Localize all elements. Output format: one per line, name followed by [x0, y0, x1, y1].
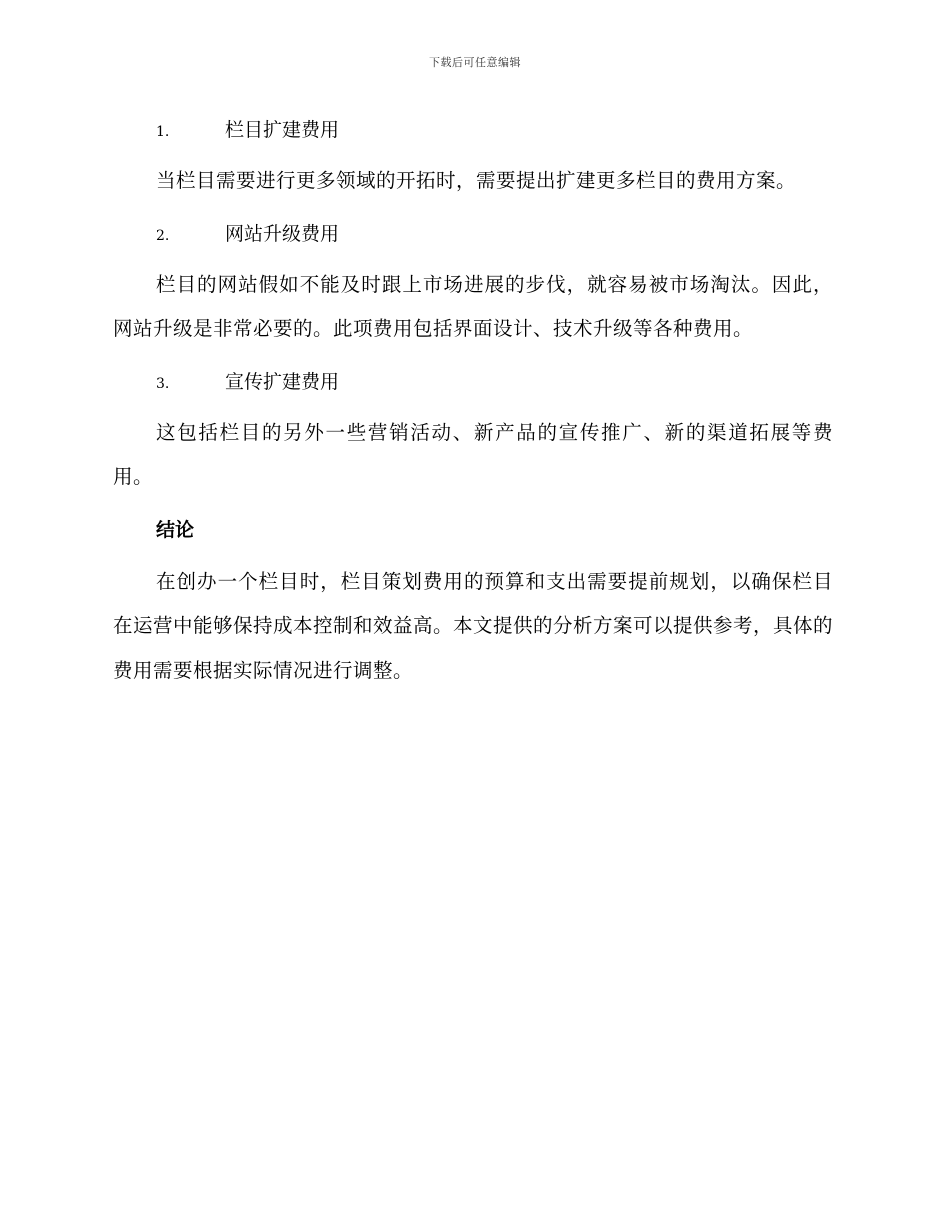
- paragraph: 这包括栏目的另外一些营销活动、新产品的宣传推广、新的渠道拓展等费用。: [113, 420, 833, 488]
- list-item-heading: [113, 112, 833, 148]
- list-item-title: 栏目扩建费用: [225, 119, 340, 141]
- list-item-heading: [113, 216, 833, 252]
- paragraph: 栏目的网站假如不能及时跟上市场进展的步伐，就容易被市场淘汰。因此，网站升级是非常必要的。此项费用包括界面设计、技术升级等各种费用。: [113, 272, 833, 340]
- list-item-title: 网站升级费用: [225, 222, 340, 245]
- list-item-number: 1.: [156, 124, 170, 140]
- conclusion-title: 结论: [156, 518, 195, 541]
- list-item-title: 宣传扩建费用: [225, 370, 340, 393]
- document-body: [113, 112, 833, 705]
- list-item-heading: [113, 364, 833, 400]
- list-item-number: 3.: [156, 375, 170, 392]
- page-header: 下载后可任意编辑: [429, 56, 521, 69]
- conclusion-paragraph: 在创办一个栏目时，栏目策划费用的预算和支出需要提前规划，以确保栏目在运营中能够保持成本控制和效益高。本文提供的分析方案可以提供参考，具体的费用需要根据实际情况进行调整。: [113, 569, 834, 682]
- paragraph: 当栏目需要进行更多领域的开拓时，需要提出扩建更多栏目的费用方案。: [156, 169, 797, 192]
- list-item-number: 2.: [156, 227, 170, 244]
